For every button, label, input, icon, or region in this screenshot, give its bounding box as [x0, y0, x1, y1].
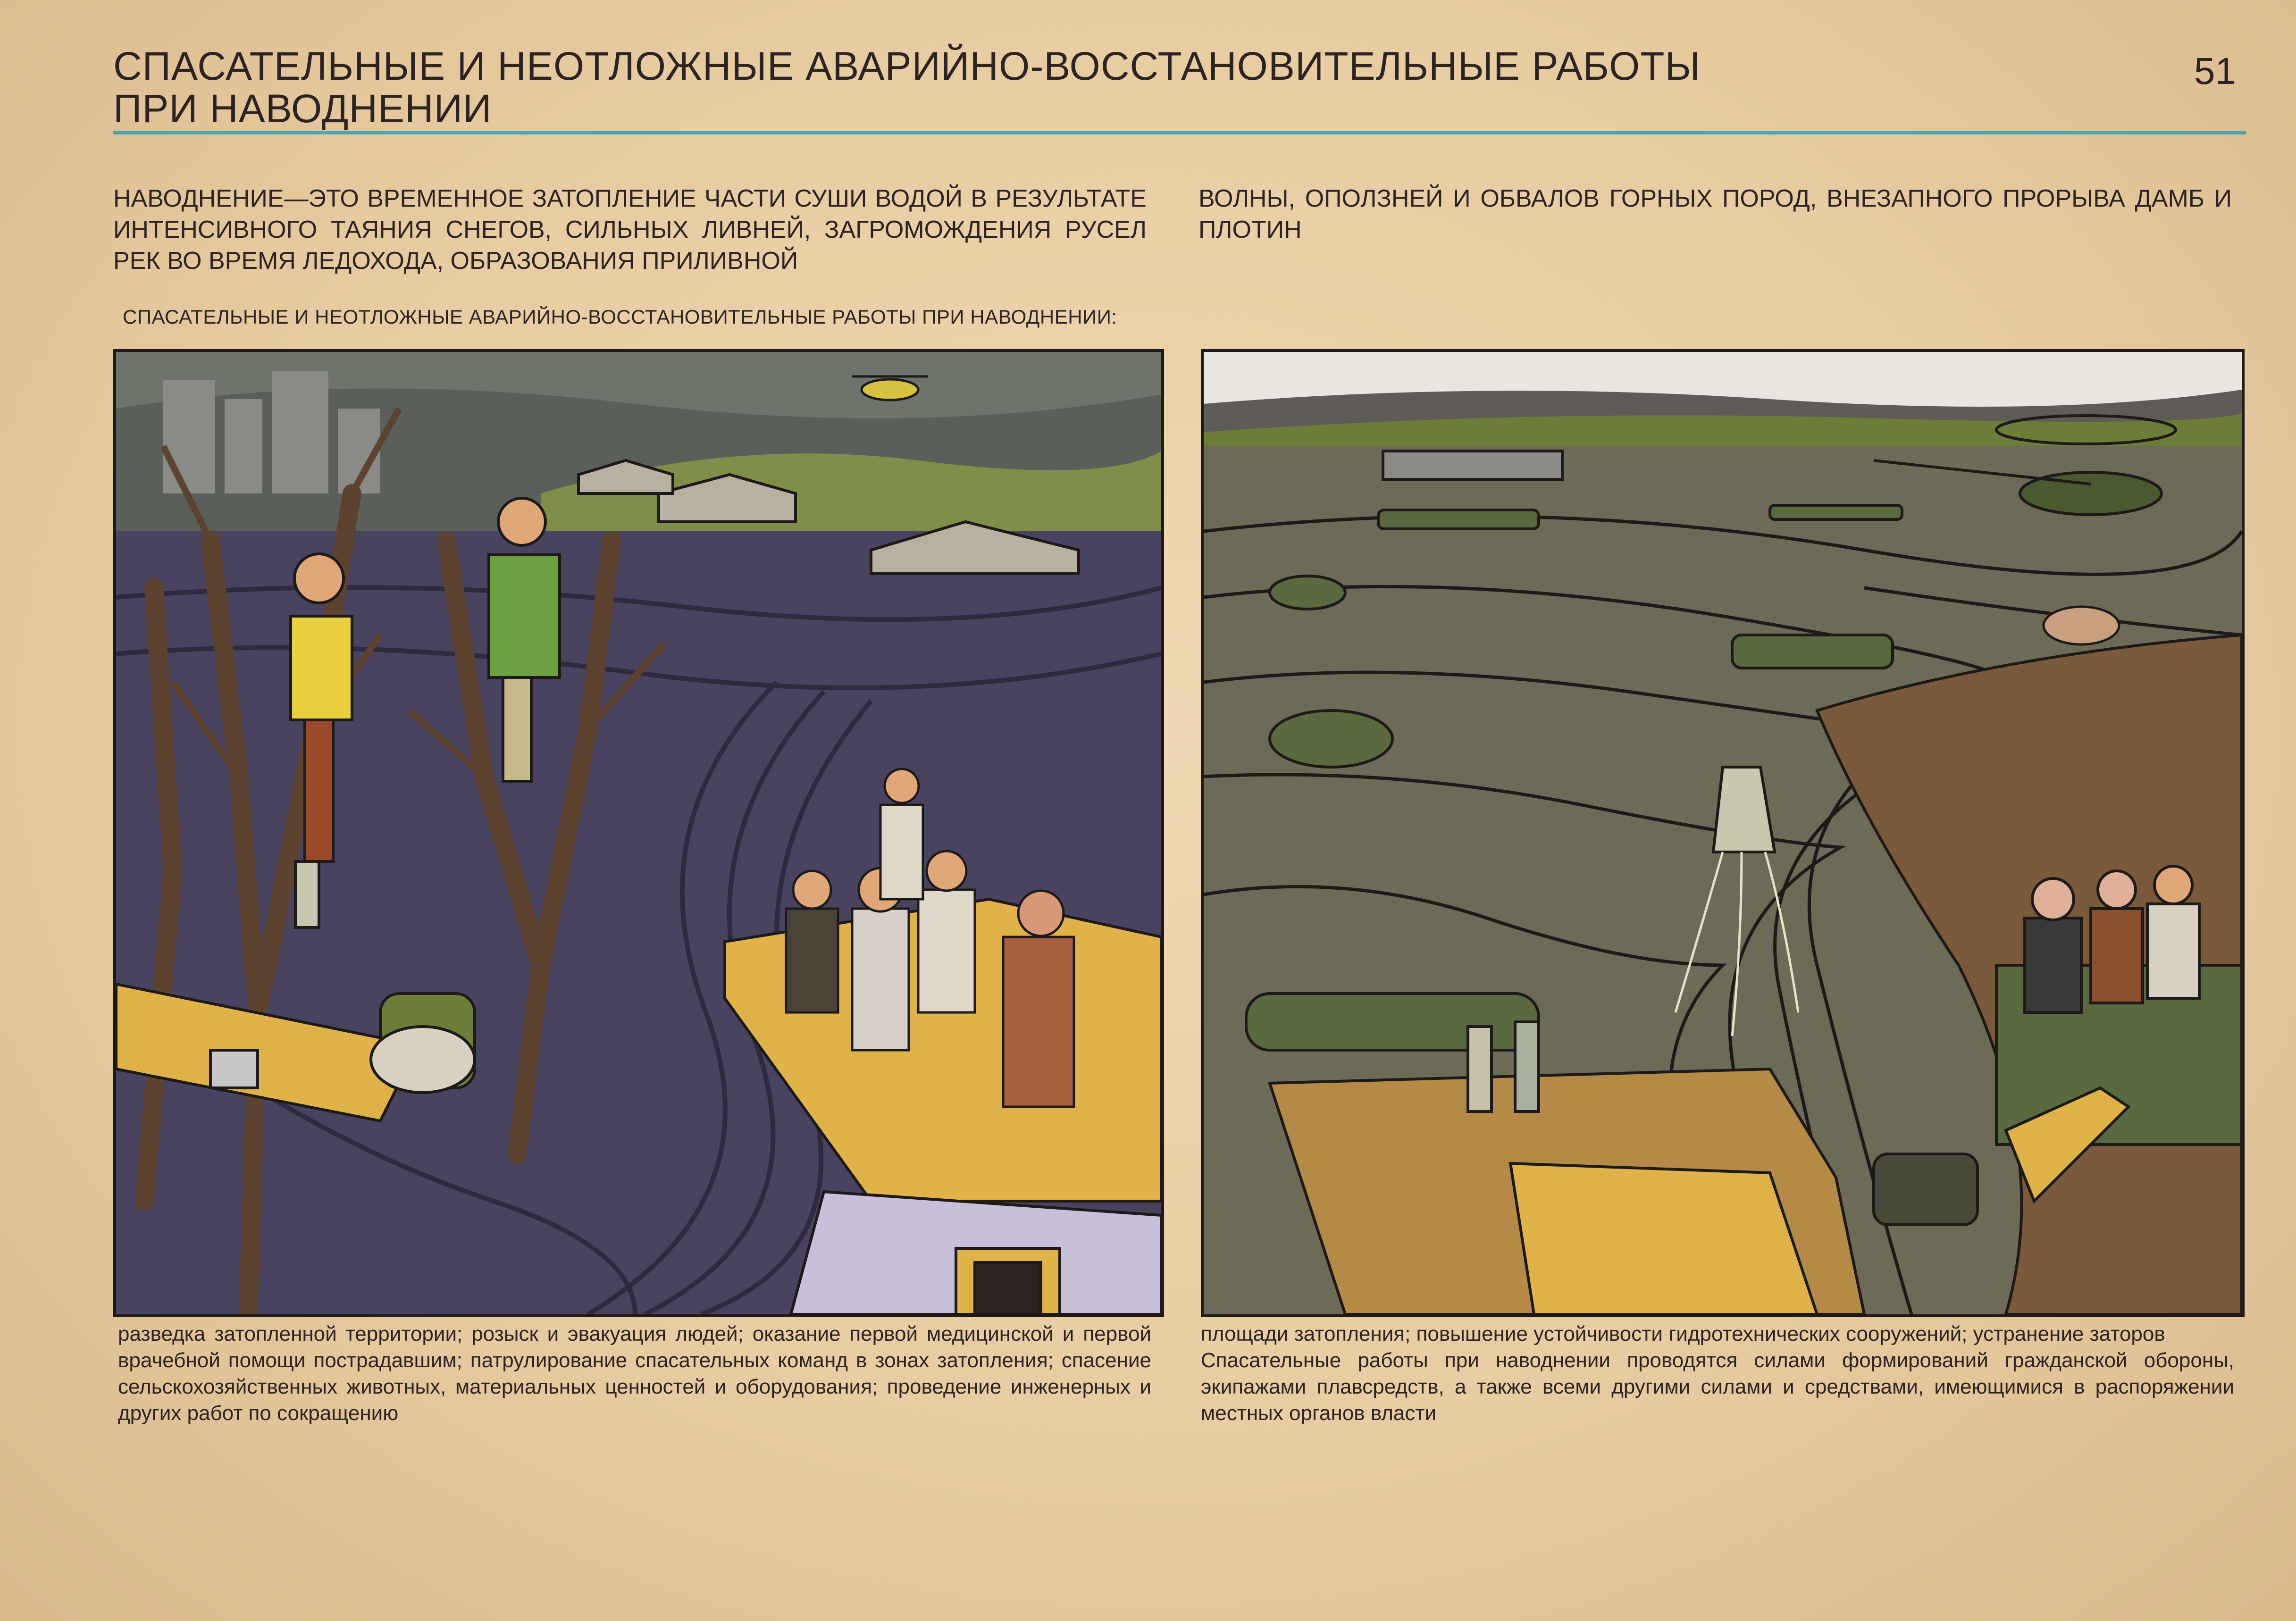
- page-title: [113, 45, 1906, 130]
- river-evacuation-drawing: [1204, 352, 2242, 1314]
- intro-text-left: НАВОДНЕНИЕ—ЭТО ВРЕМЕННОЕ ЗАТОПЛЕНИЕ ЧАСТИ СУШИ ВОДОЙ В РЕЗУЛЬТАТЕ ИНТЕНСИВНОГО ТАЯНИЯ СНЕГОВ, СИЛЬНЫХ ЛИВНЕЙ, ЗАГРОМОЖДЕНИЯ РУСЕЛ РЕК ВО ВРЕМЯ ЛЕДОХОДА, ОБРАЗОВАНИЯ ПРИЛИВНОЙ: [113, 185, 1147, 275]
- section-heading: СПАСАТЕЛЬНЫЕ И НЕОТЛОЖНЫЕ АВАРИЙНО-ВОССТАНОВИТЕЛЬНЫЕ РАБОТЫ ПРИ НАВОДНЕНИИ:: [123, 306, 1117, 328]
- flooded-village-drawing: [116, 352, 1161, 1314]
- caption-right: [1201, 1321, 2234, 1427]
- caption-left-text: разведка затопленной территории; розыск и эвакуация людей; оказание первой медицинской и первой врачебной помощи пострадавшим; патрулирование спасательных команд в зонах затопления; спасение сельскохозяйственных животных, материальных ценностей и оборудования; проведение инженерных и других работ по сокращению: [118, 1322, 1151, 1425]
- title-rule: [113, 131, 2246, 134]
- caption-left: [118, 1321, 1151, 1427]
- title-line-1: СПАСАТЕЛЬНЫЕ И НЕОТЛОЖНЫЕ АВАРИЙНО-ВОССТАНОВИТЕЛЬНЫЕ РАБОТЫ: [113, 44, 1701, 88]
- caption-right-text-2: Спасательные работы при наводнении проводятся силами формирований гражданской обороны, экипажами плавсредств, а также всеми другими силами и средствами, имеющимися в распоряжении местных органов власти: [1201, 1349, 2234, 1425]
- page-number: 51: [2194, 50, 2236, 92]
- illustration-river-evacuation: [1201, 349, 2245, 1317]
- title-line-2: ПРИ НАВОДНЕНИИ: [113, 86, 492, 131]
- caption-right-text-1: площади затопления; повышение устойчивости гидротехнических сооружений; устранение заторов: [1201, 1322, 2165, 1345]
- illustration-flooded-village: [113, 349, 1164, 1317]
- intro-text-right: ВОЛНЫ, ОПОЛЗНЕЙ И ОБВАЛОВ ГОРНЫХ ПОРОД, ВНЕЗАПНОГО ПРОРЫВА ДАМБ И ПЛОТИН: [1198, 185, 2232, 243]
